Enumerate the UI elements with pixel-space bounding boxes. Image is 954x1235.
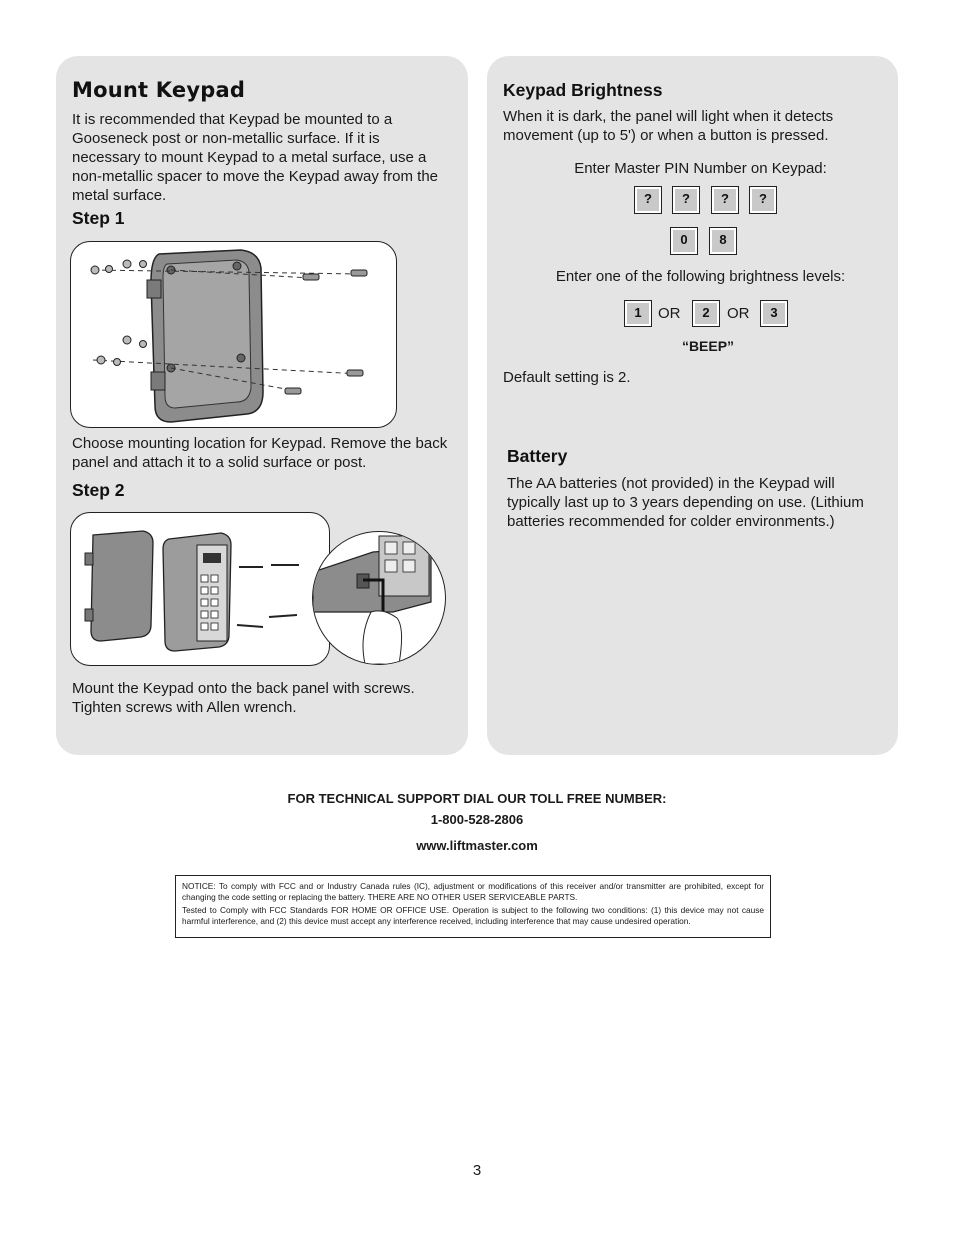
mount-keypad-intro: It is recommended that Keypad be mounted to a Gooseneck post or non-metallic surface. If it is necessary to mount Keypad to a metal surface, use a non-metallic spacer to move the Keypad away from the metal surface. <box>72 111 439 204</box>
allen-wrench-inset <box>312 531 446 665</box>
support-website: www.liftmaster.com <box>416 838 538 853</box>
page-number: 3 <box>472 1162 482 1179</box>
level-key-3: 3 <box>760 300 788 327</box>
back-panel-illustration <box>71 242 396 427</box>
step2-figure <box>70 512 330 666</box>
fcc-notice-paragraph: NOTICE: To comply with FCC and or Industry Canada rules (IC), adjustment or modifications of this receiver and/or transmitter are prohibited, except for changing the code setting or replacing the battery. THERE ARE NO OTHER USER SERVICEABLE PARTS. <box>182 881 764 902</box>
level-key-2: 2 <box>692 300 720 327</box>
keypad-mounting-illustration <box>71 513 329 665</box>
step1-heading: Step 1 <box>72 208 125 228</box>
or-label: OR <box>727 305 750 322</box>
step1-text: Choose mounting location for Keypad. Remove the back panel and attach it to a solid surface or post. <box>72 435 448 471</box>
pin-key: ? <box>634 186 662 214</box>
pin-key: ? <box>711 186 739 214</box>
code-key-0: 0 <box>670 227 698 255</box>
support-phone: 1-800-528-2806 <box>430 812 524 827</box>
enter-pin-instruction: Enter Master PIN Number on Keypad: <box>574 160 827 177</box>
pin-key: ? <box>672 186 700 214</box>
beep-label: “BEEP” <box>681 338 735 354</box>
step2-text: Mount the Keypad onto the back panel with screws. Tighten screws with Allen wrench. <box>72 680 415 716</box>
allen-wrench-illustration <box>313 532 445 664</box>
or-label: OR <box>658 305 681 322</box>
code-key-8: 8 <box>709 227 737 255</box>
brightness-heading: Keypad Brightness <box>503 80 663 100</box>
fcc-notice-paragraph: Tested to Comply with FCC Standards FOR HOME OR OFFICE USE. Operation is subject to the following two conditions: (1) this device may not cause harmful interference, and (2) this device must accept any interference received, including interference that may cause undesired operation. <box>182 905 764 926</box>
default-setting: Default setting is 2. <box>503 369 631 386</box>
enter-level-instruction: Enter one of the following brightness levels: <box>555 268 846 285</box>
fcc-notice <box>175 875 771 938</box>
level-key-1: 1 <box>624 300 652 327</box>
pin-key: ? <box>749 186 777 214</box>
support-heading: FOR TECHNICAL SUPPORT DIAL OUR TOLL FREE NUMBER: <box>287 791 667 806</box>
mount-keypad-title: Mount Keypad <box>72 78 246 102</box>
battery-heading: Battery <box>507 446 568 466</box>
brightness-intro: When it is dark, the panel will light when it detects movement (up to 5') or when a button is pressed. <box>503 108 834 144</box>
step2-heading: Step 2 <box>72 480 125 500</box>
step1-figure <box>70 241 397 428</box>
battery-text: The AA batteries (not provided) in the Keypad will typically last up to 3 years depending on use. (Lithium batteries recommended for colder environments.) <box>507 475 864 530</box>
